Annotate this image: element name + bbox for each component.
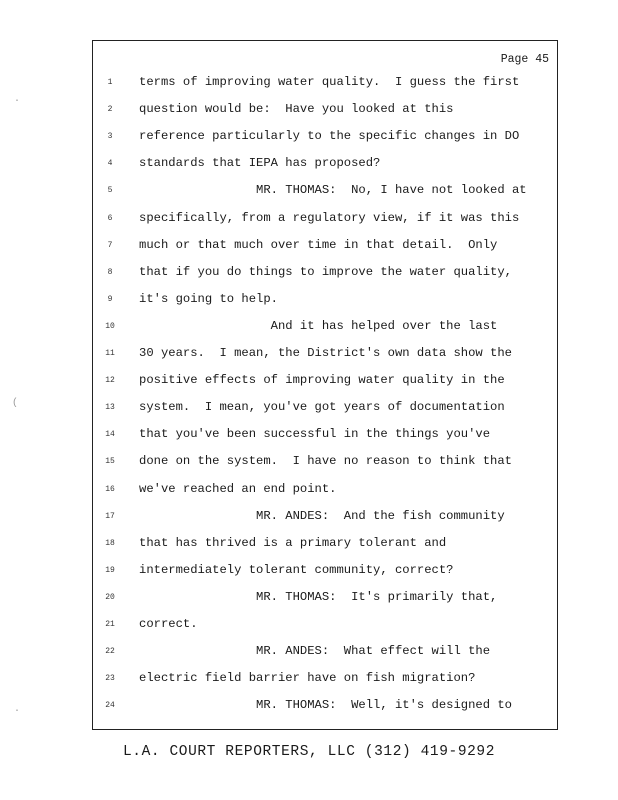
line-text: it's going to help. — [139, 291, 278, 306]
scan-mark: · — [14, 96, 21, 107]
line-text: MR. THOMAS: It's primarily that, — [139, 589, 498, 604]
line-number: 22 — [105, 647, 115, 657]
line-text: much or that much over time in that detail. Only — [139, 237, 498, 252]
scan-mark: · — [14, 706, 21, 717]
transcript-line — [93, 183, 559, 203]
line-number: 20 — [105, 592, 115, 602]
transcript-line — [93, 482, 559, 502]
line-text: done on the system. I have no reason to think that — [139, 454, 512, 469]
transcript-line — [93, 346, 559, 366]
line-number: 2 — [107, 105, 113, 115]
transcript-line — [93, 590, 559, 610]
transcript-line — [93, 211, 559, 231]
transcript-line — [93, 617, 559, 637]
line-number: 12 — [105, 376, 115, 386]
transcript-line — [93, 373, 559, 393]
line-text: 30 years. I mean, the District's own data show the — [139, 346, 512, 360]
line-number: 21 — [105, 620, 115, 629]
line-number: 7 — [107, 240, 113, 250]
transcript-line — [93, 671, 559, 691]
line-number: 17 — [105, 511, 115, 521]
transcript-line — [93, 75, 559, 95]
line-number: 11 — [105, 349, 115, 358]
transcript-line — [93, 319, 559, 339]
line-text: MR. ANDES: And the fish community — [139, 508, 505, 523]
line-text: specifically, from a regulatory view, if it was this — [139, 210, 520, 225]
line-text: that if you do things to improve the water quality, — [139, 264, 512, 279]
line-number: 3 — [107, 132, 113, 142]
transcript-line — [93, 129, 559, 149]
line-text: that has thrived is a primary tolerant and — [139, 535, 447, 550]
transcript-line — [93, 427, 559, 447]
line-text: standards that IEPA has proposed? — [139, 156, 381, 171]
line-text: MR. THOMAS: Well, it's designed to — [139, 698, 512, 713]
transcript-line — [93, 454, 559, 474]
transcript-line — [93, 238, 559, 258]
line-number: 13 — [105, 403, 115, 413]
transcript-line — [93, 536, 559, 556]
line-number: 5 — [107, 186, 113, 196]
line-text: And it has helped over the last — [139, 318, 498, 333]
line-number: 24 — [105, 701, 115, 711]
line-number: 16 — [105, 484, 115, 494]
transcript-line — [93, 265, 559, 285]
transcript-line — [93, 563, 559, 583]
line-number: 9 — [107, 294, 113, 304]
line-number: 8 — [107, 267, 113, 277]
transcript-page — [92, 40, 558, 730]
transcript-line — [93, 400, 559, 420]
page-number: Page 45 — [500, 53, 549, 66]
transcript-line — [93, 644, 559, 664]
line-number: 18 — [105, 538, 115, 548]
line-number: 15 — [105, 457, 115, 467]
line-text: that you've been successful in the things you've — [139, 427, 491, 442]
line-number: 19 — [105, 565, 115, 575]
line-number: 1 — [107, 78, 113, 87]
transcript-line — [93, 698, 559, 718]
transcript-line — [93, 102, 559, 122]
line-text: intermediately tolerant community, correct? — [139, 562, 454, 577]
transcript-line — [93, 292, 559, 312]
line-text: terms of improving water quality. I guess the first — [139, 75, 520, 89]
line-number: 4 — [107, 159, 113, 169]
line-text: positive effects of improving water quality in the — [139, 373, 505, 388]
line-text: correct. — [139, 617, 198, 631]
line-text: MR. THOMAS: No, I have not looked at — [139, 183, 527, 198]
transcript-line — [93, 156, 559, 176]
line-text: system. I mean, you've got years of documentation — [139, 400, 505, 415]
line-text: reference particularly to the specific changes in DO — [139, 129, 520, 144]
line-number: 6 — [107, 213, 113, 223]
line-number: 23 — [105, 674, 115, 684]
line-number: 10 — [105, 321, 115, 331]
line-text: we've reached an end point. — [139, 481, 337, 496]
scan-mark: ( — [12, 398, 19, 409]
line-text: MR. ANDES: What effect will the — [139, 644, 491, 659]
line-number: 14 — [105, 430, 115, 440]
line-text: electric field barrier have on fish migration? — [139, 671, 476, 686]
line-text: question would be: Have you looked at this — [139, 102, 454, 117]
transcript-line — [93, 509, 559, 529]
reporter-footer: L.A. COURT REPORTERS, LLC (312) 419-9292 — [122, 744, 496, 760]
